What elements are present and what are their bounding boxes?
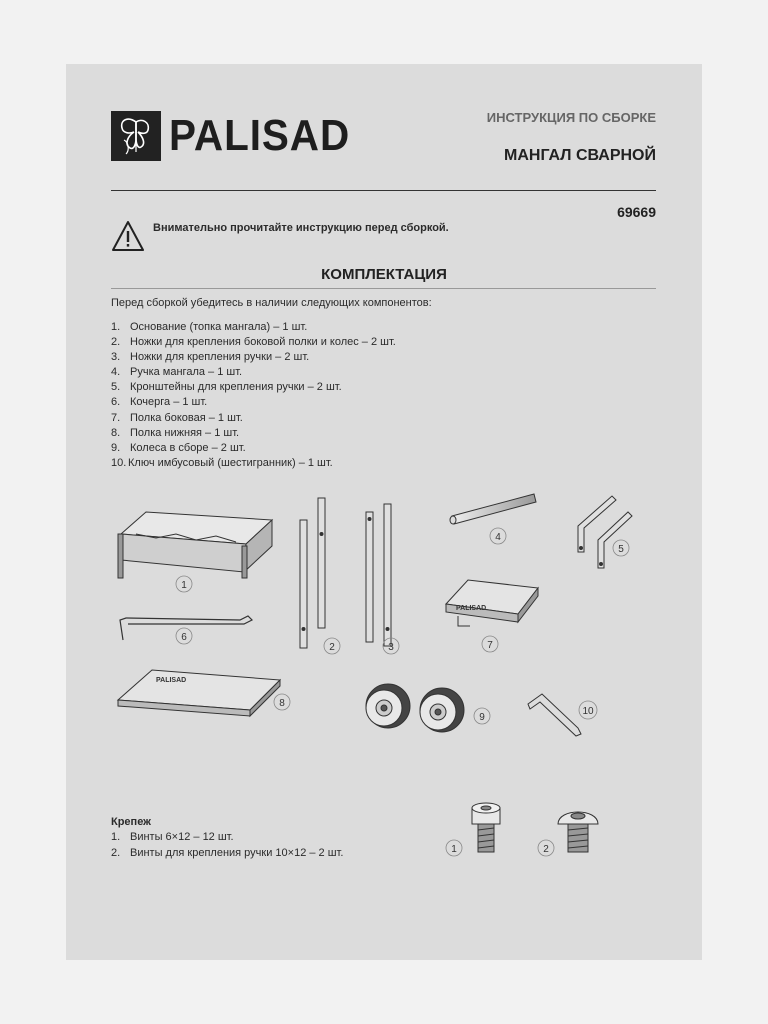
part-legs-handle-illustration [366,504,391,646]
callout-9 [474,708,490,724]
document-subtitle: ИНСТРУКЦИЯ ПО СБОРКЕ [486,110,656,125]
parts-illustrations [66,64,702,960]
callout-2 [324,638,340,654]
callout-5 [613,540,629,556]
callout-6 [176,628,192,644]
callout-fastener-2 [538,840,554,856]
kit-intro: Перед сборкой убедитесь в наличии следующих компонентов: [111,297,432,309]
fastener-screw-10x12-illustration [558,812,598,852]
list-item: 5. Кронштейны для крепления ручки – 2 шт. [111,381,342,394]
svg-text:8: 8 [279,698,285,709]
list-item: 6. Кочерга – 1 шт. [111,396,208,409]
part-side-shelf-illustration [446,580,538,626]
fasteners-list [111,830,343,861]
list-item: 10. Ключ имбусовый (шестигранник) – 1 шт. [111,456,333,469]
part-wheels-illustration [366,684,464,732]
list-item: 1. Винты 6×12 – 12 шт. [111,831,234,843]
list-item: 1. Основание (топка мангала) – 1 шт. [111,321,308,333]
list-item: 7. Полка боковая – 1 шт. [111,411,243,424]
article-number: 69669 [617,204,656,220]
bottom-shelf-brand-label: PALISAD [156,677,187,684]
svg-text:1: 1 [181,580,187,591]
fastener-screw-6x12-illustration [472,803,500,852]
svg-text:2: 2 [329,642,335,653]
part-base-illustration [118,512,272,578]
list-item: 3. Ножки для крепления ручки – 2 шт. [111,351,310,364]
list-item: 2. Ножки для крепления боковой полки и колес – 2 шт. [111,336,396,349]
svg-text:7: 7 [487,640,493,651]
instruction-sheet [66,64,702,960]
svg-text:10: 10 [582,706,594,717]
callout-10 [579,701,597,719]
list-item: 9. Колеса в сборе – 2 шт. [111,441,246,454]
fasteners-title: Крепеж [111,816,151,828]
callout-fastener-1 [446,840,462,856]
svg-text:5: 5 [618,544,624,555]
callout-4 [490,528,506,544]
document-title: МАНГАЛ СВАРНОЙ [504,147,656,164]
brand-name: PALISAD [169,111,351,160]
warning-text: Внимательно прочитайте инструкцию перед сборкой. [153,222,449,234]
kit-section-title: КОМПЛЕКТАЦИЯ [321,266,447,283]
svg-text:3: 3 [388,642,394,653]
svg-text:9: 9 [479,712,485,723]
callout-8 [274,694,290,710]
part-legs-shelf-illustration [300,498,325,648]
side-shelf-brand-label: PALISAD [456,605,487,612]
part-brackets-illustration [578,496,632,568]
svg-text:6: 6 [181,632,187,643]
part-handle-illustration [450,494,536,524]
list-item: 2. Винты для крепления ручки 10×12 – 2 шт. [111,846,344,859]
callout-1 [176,576,192,592]
svg-text:1: 1 [451,844,457,855]
part-hex-key-illustration [528,694,581,736]
part-bottom-shelf-illustration [118,670,280,716]
callout-7 [482,636,498,652]
list-item: 8. Полка нижняя – 1 шт. [111,426,240,439]
svg-text:4: 4 [495,532,501,543]
list-item: 4. Ручка мангала – 1 шт. [111,366,243,379]
svg-text:2: 2 [543,844,549,855]
